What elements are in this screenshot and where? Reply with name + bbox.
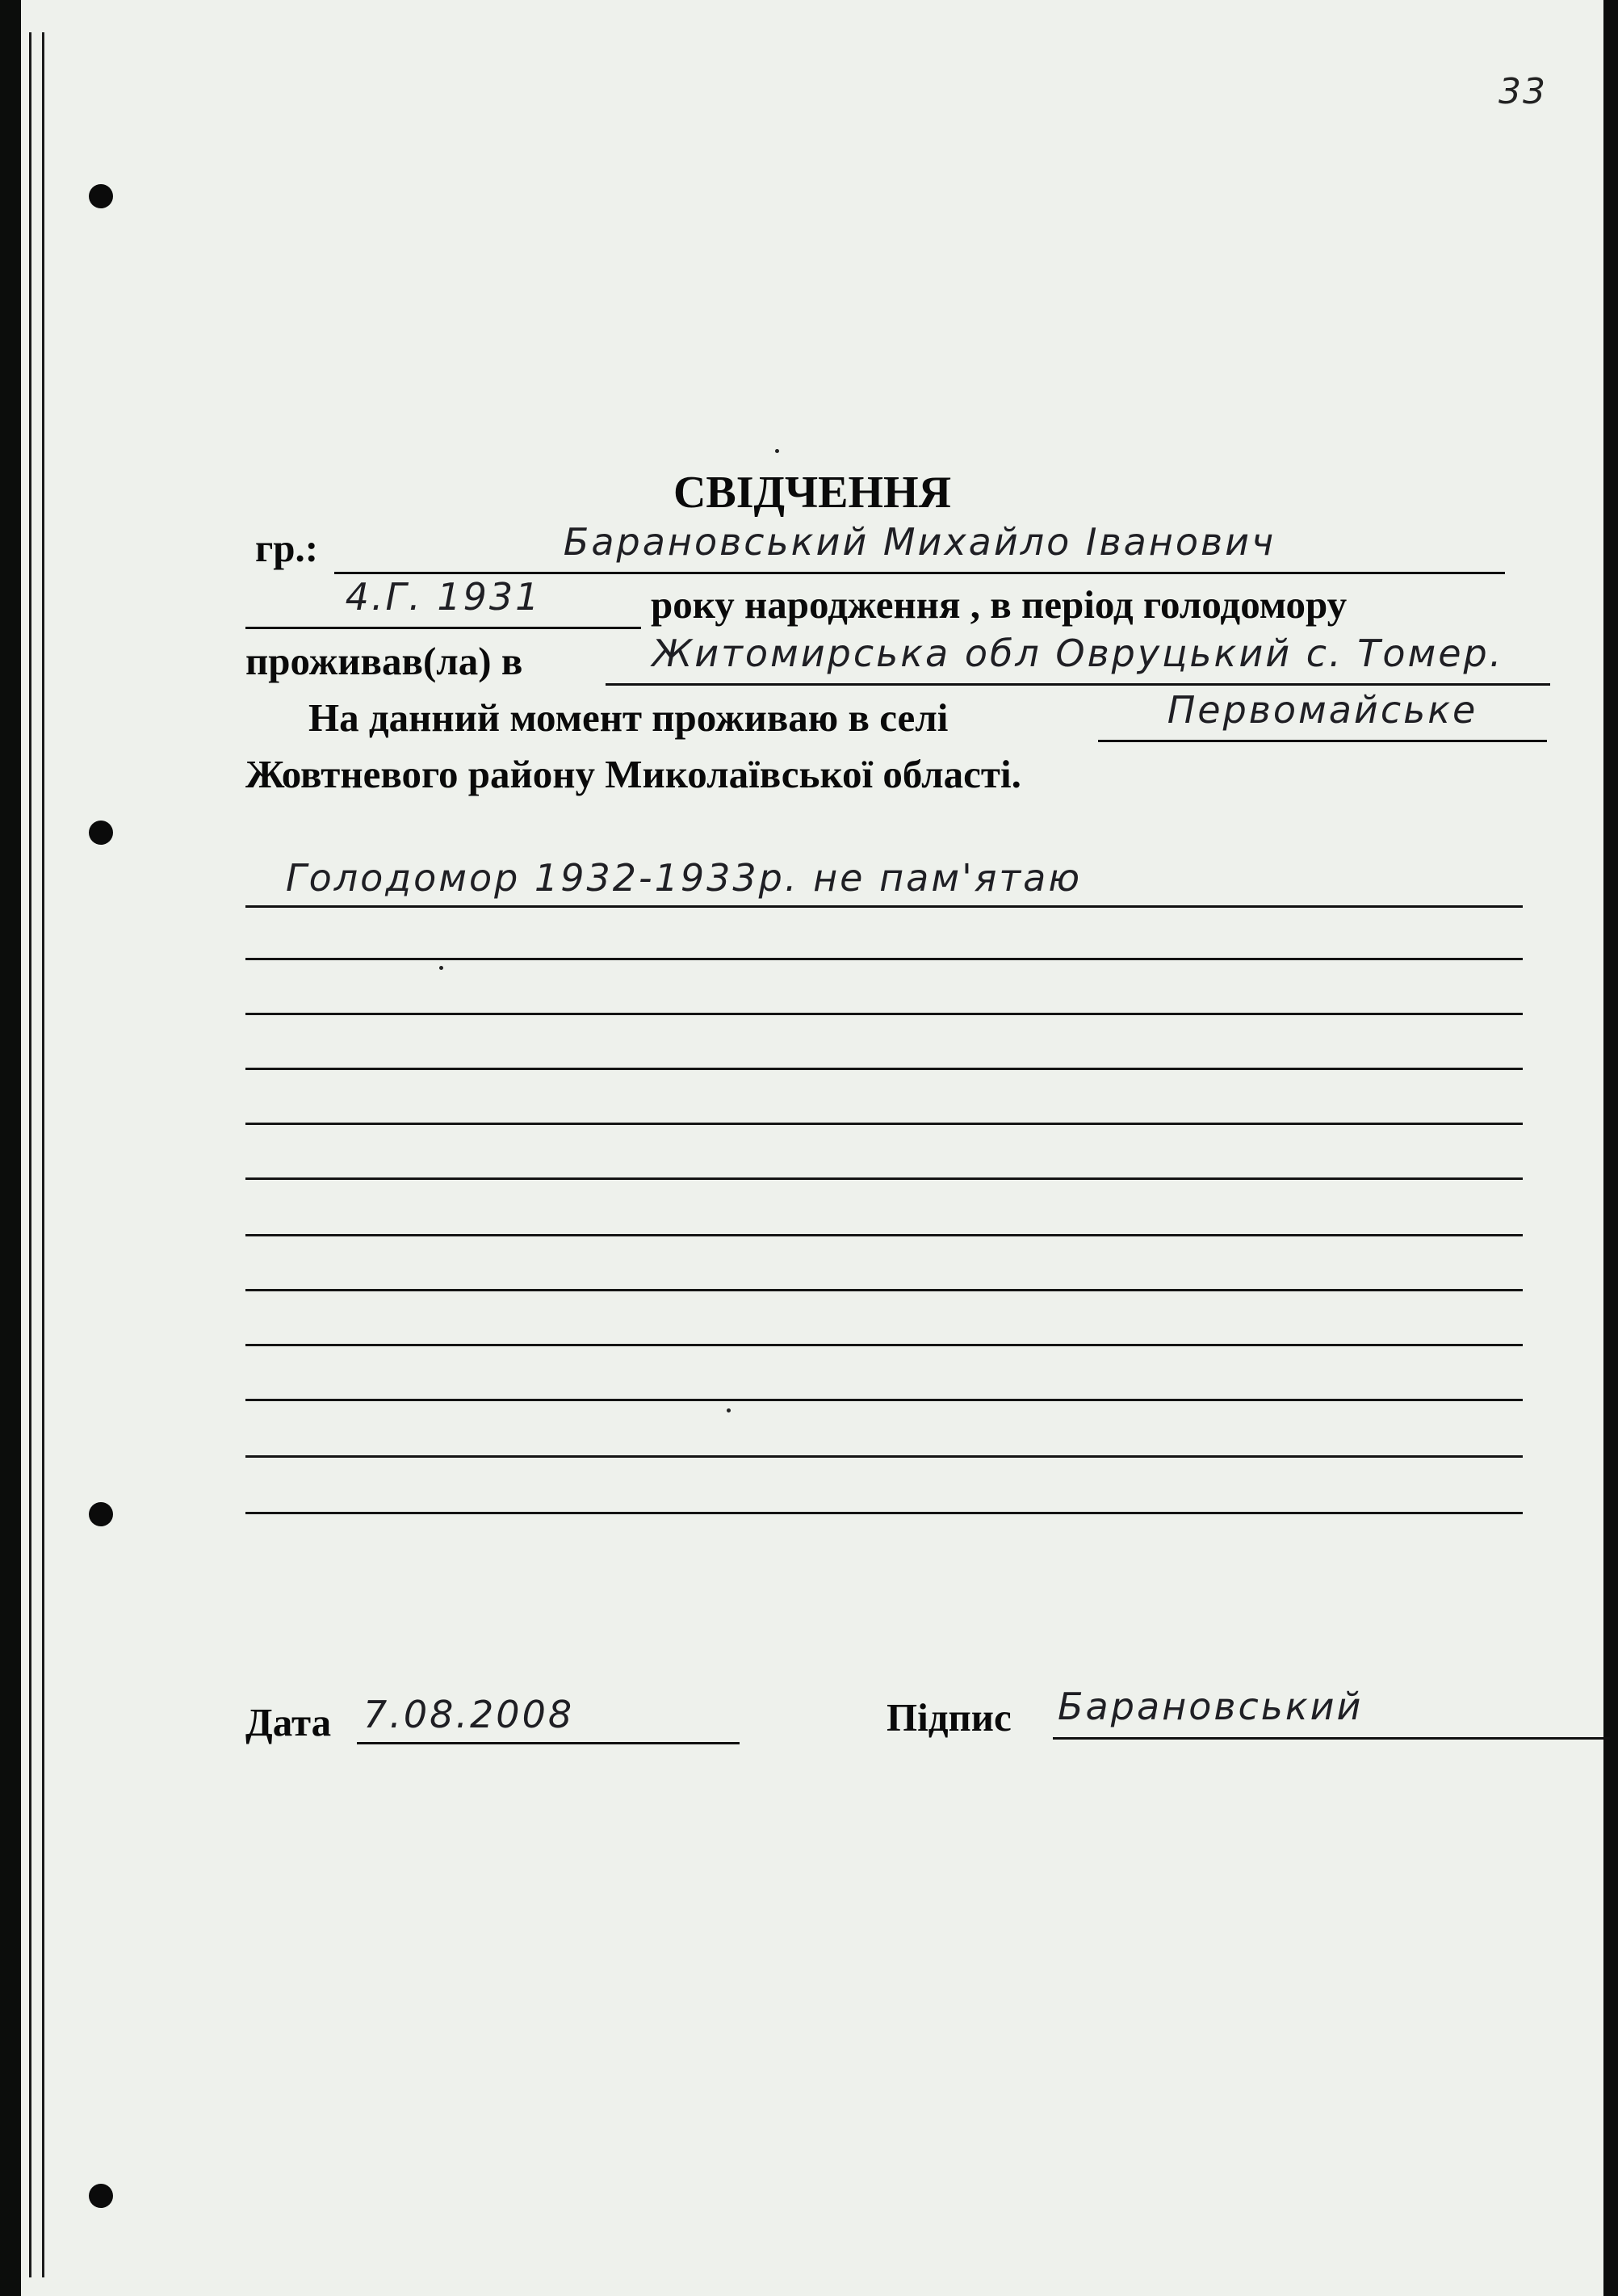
- citizen-label: гр.:: [255, 526, 319, 570]
- page-number: 33: [1499, 71, 1547, 112]
- blank-line: [245, 1289, 1523, 1291]
- date-label: Дата: [245, 1700, 332, 1744]
- residence-field: Житомирська обл Овруцький с. Томер.: [606, 632, 1550, 686]
- punch-hole: [89, 1502, 113, 1526]
- blank-line: [245, 1455, 1523, 1458]
- testimony-line: Голодомор 1932-1933р. не пам'ятаю: [245, 856, 1523, 908]
- left-edge-line: [42, 32, 44, 2277]
- document-sheet: [21, 0, 1603, 2296]
- ink-speck: [727, 1408, 731, 1412]
- blank-line: [245, 1399, 1523, 1401]
- current-village-field: Первомайське: [1098, 688, 1547, 742]
- left-edge-line: [29, 32, 31, 2277]
- residence-label: проживав(ла) в: [245, 639, 523, 683]
- ink-speck: [439, 966, 443, 970]
- signature-label: Підпис: [887, 1695, 1012, 1740]
- punch-hole: [89, 184, 113, 208]
- blank-line: [245, 1068, 1523, 1070]
- signature-field: Барановський: [1053, 1685, 1610, 1740]
- blank-line: [245, 1177, 1523, 1180]
- birth-label: року народження , в період голодомору: [651, 582, 1348, 627]
- date-field: 7.08.2008: [357, 1693, 740, 1744]
- citizen-name-field: Барановський Михайло Іванович: [334, 520, 1505, 574]
- blank-line: [245, 1123, 1523, 1125]
- punch-hole: [89, 2184, 113, 2208]
- blank-line: [245, 1344, 1523, 1346]
- document-title: СВІДЧЕННЯ: [673, 468, 952, 518]
- blank-line: [245, 1234, 1523, 1236]
- ink-speck: [775, 449, 779, 453]
- current-residence-label: На данний момент проживаю в селі: [308, 695, 949, 740]
- district-line: Жовтневого району Миколаївської області.: [245, 752, 1021, 796]
- punch-hole: [89, 821, 113, 845]
- blank-line: [245, 1512, 1523, 1514]
- birth-date-field: 4.Г. 1931: [245, 575, 641, 629]
- blank-line: [245, 958, 1523, 960]
- blank-line: [245, 1013, 1523, 1015]
